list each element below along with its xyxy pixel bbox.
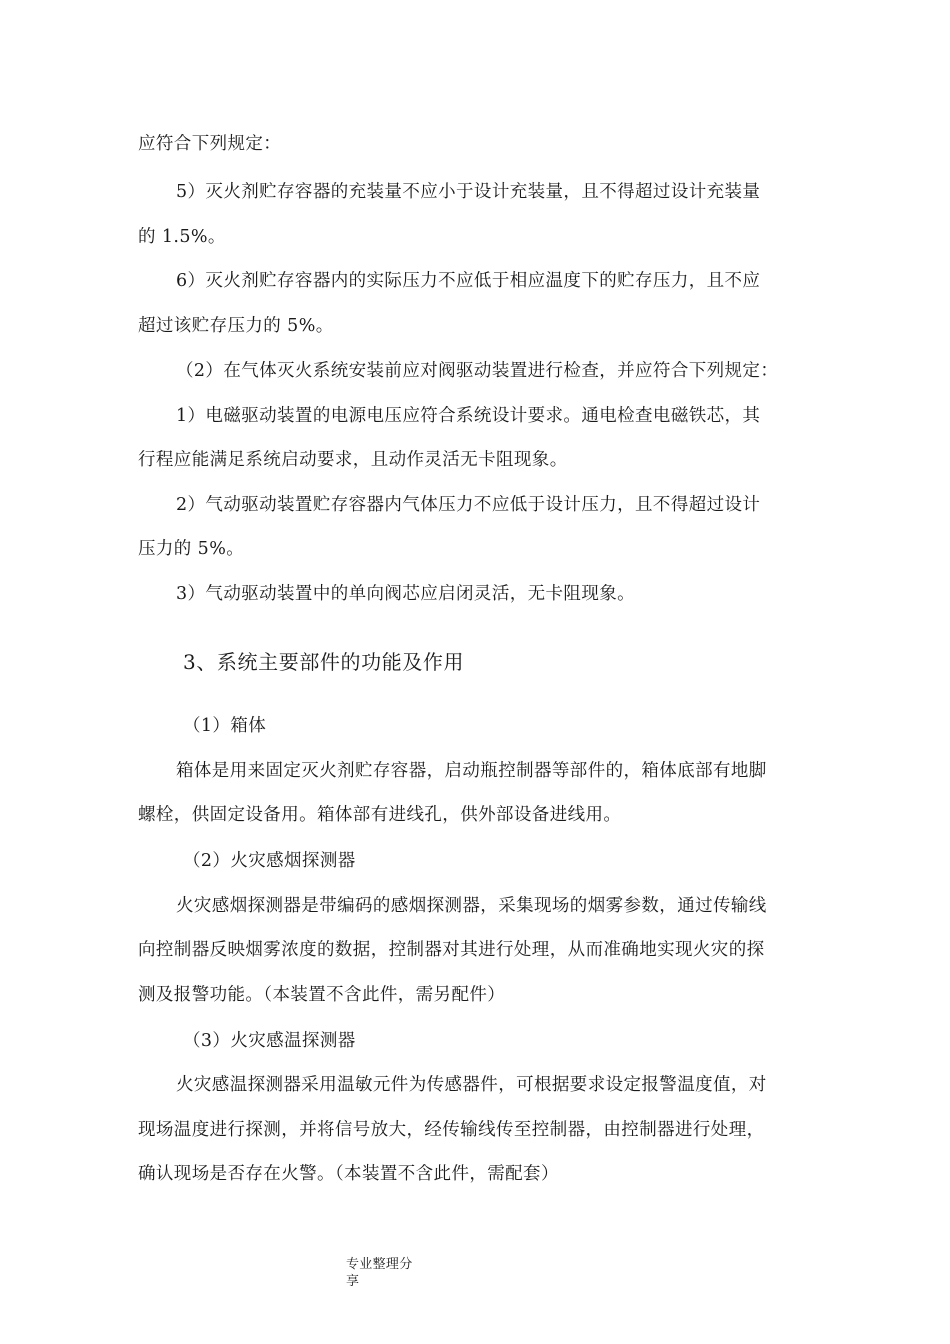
text-line: 应符合下列规定：	[138, 134, 282, 154]
text-line: 火灾感烟探测器是带编码的感烟探测器，采集现场的烟雾参数，通过传输线	[176, 896, 767, 916]
text-line: 测及报警功能。（本装置不含此件，需另配件）	[138, 985, 506, 1005]
text-line: 火灾感温探测器采用温敏元件为传感器件，可根据要求设定报警温度值，对	[176, 1075, 767, 1095]
text-line: 螺栓，供固定设备用。箱体部有进线孔，供外部设备进线用。	[138, 805, 622, 825]
text-line: 3）气动驱动装置中的单向阀芯应启闭灵活，无卡阻现象。	[176, 584, 636, 604]
text-line: 向控制器反映烟雾浓度的数据，控制器对其进行处理，从而准确地实现火灾的探	[138, 940, 765, 960]
text-line: （2）在气体灭火系统安装前应对阀驱动装置进行检查，并应符合下列规定：	[176, 361, 779, 381]
text-line: 行程应能满足系统启动要求，且动作灵活无卡阻现象。	[138, 450, 568, 470]
section-heading: 3、系统主要部件的功能及作用	[183, 650, 465, 674]
text-line: 箱体是用来固定灭火剂贮存容器，启动瓶控制器等部件的，箱体底部有地脚	[176, 761, 767, 781]
footer-line-1: 专业整理分	[346, 1257, 413, 1272]
text-line: 确认现场是否存在火警。（本装置不含此件，需配套）	[138, 1164, 559, 1184]
text-line: 的 1.5%。	[138, 227, 226, 247]
text-line: 5）灭火剂贮存容器的充装量不应小于设计充装量，且不得超过设计充装量	[176, 182, 761, 202]
text-line: 1）电磁驱动装置的电源电压应符合系统设计要求。通电检查电磁铁芯，其	[176, 406, 761, 426]
subsection-heading: （1）箱体	[183, 716, 267, 736]
subsection-heading: （2）火灾感烟探测器	[183, 851, 356, 871]
text-line: 2）气动驱动装置贮存容器内气体压力不应低于设计压力，且不得超过设计	[176, 495, 761, 515]
subsection-heading: （3）火灾感温探测器	[183, 1031, 356, 1051]
text-line: 现场温度进行探测，并将信号放大，经传输线传至控制器，由控制器进行处理，	[138, 1120, 765, 1140]
footer-line-2: 享	[346, 1274, 360, 1289]
text-line: 超过该贮存压力的 5%。	[138, 316, 334, 336]
text-line: 6）灭火剂贮存容器内的实际压力不应低于相应温度下的贮存压力，且不应	[176, 271, 761, 291]
text-line: 压力的 5%。	[138, 539, 245, 559]
